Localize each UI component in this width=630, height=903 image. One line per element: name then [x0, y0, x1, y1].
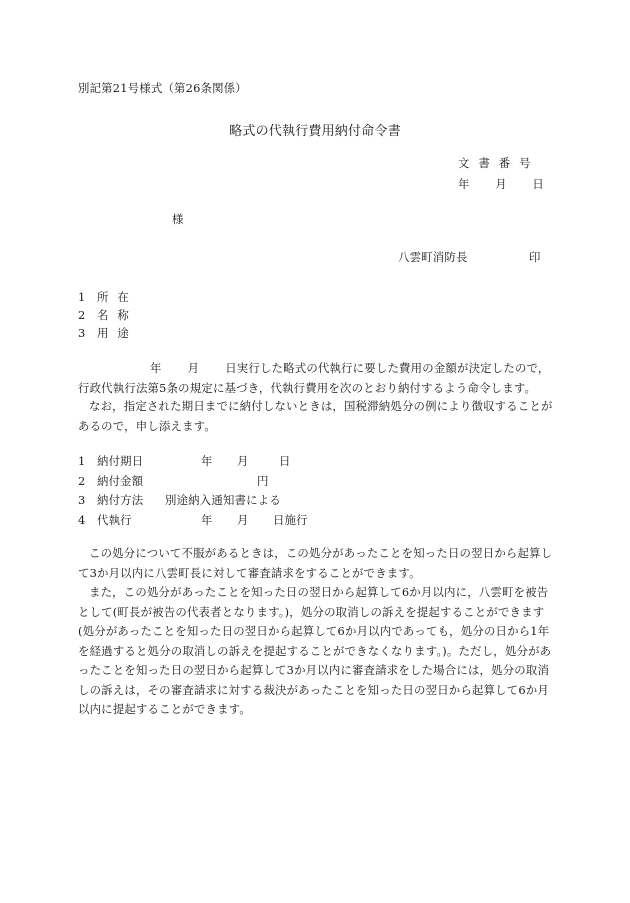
date-day: 日 — [532, 177, 544, 191]
list-item — [78, 452, 308, 472]
document-number-label: 文書番号 — [458, 156, 540, 170]
item-number: 2 — [78, 473, 86, 488]
item-number: 1 — [78, 290, 86, 304]
list-item — [78, 511, 308, 531]
seal-mark: 印 — [529, 250, 541, 264]
due-day: 日 — [279, 454, 291, 468]
notice-paragraph: なお，指定された期日までに納付しないときは，国税滞納処分の例により徴収することがあるので，申し添えます。 — [78, 399, 553, 433]
form-reference: 別記第21号様式（第26条関係） — [78, 81, 247, 95]
due-year: 年 — [201, 454, 213, 468]
item-label: 代執行 — [97, 512, 132, 527]
item-label: 納付期日 — [97, 454, 144, 468]
date-year: 年 — [458, 177, 470, 191]
item-number: 3 — [78, 326, 86, 340]
issue-date — [458, 176, 544, 192]
list-item — [78, 472, 308, 492]
exec-month: 月 — [187, 361, 200, 375]
item-number: 3 — [78, 493, 86, 507]
list-item — [78, 306, 138, 324]
date-month: 月 — [495, 177, 507, 191]
payment-details — [78, 452, 308, 530]
item-number: 1 — [78, 454, 86, 468]
due-month: 月 — [237, 454, 249, 468]
list-item — [78, 491, 308, 511]
list-item — [78, 288, 138, 306]
exec-year: 年 — [201, 512, 213, 527]
exec-month: 月 — [237, 512, 249, 527]
item-label: 納付金額 — [97, 473, 144, 488]
payment-method: 別途納入通知書による — [165, 493, 281, 507]
order-paragraph — [78, 359, 553, 398]
amount-unit: 円 — [257, 473, 269, 488]
exec-day: 日施行 — [273, 512, 308, 527]
document-title: 略式の代執行費用納付命令書 — [229, 124, 401, 139]
property-items — [78, 288, 138, 342]
appeal-notice — [78, 544, 553, 720]
addressee-suffix: 様 — [172, 212, 184, 226]
notice-paragraph: この処分について不服があるときは，この処分があったことを知った日の翌日から起算して3か月以内に八雲町長に対して審査請求をすることができます。 — [78, 546, 553, 580]
item-label: 名称 — [97, 308, 138, 322]
item-label: 納付方法 — [97, 493, 144, 507]
exec-year: 年 — [150, 361, 162, 375]
item-label: 用途 — [97, 326, 138, 340]
order-text: 日実行した略式の代執行に要した費用の金額が決定したので，行政代執行法第5条の規定に基づき，代執行費用を次のとおり納付するよう命令します。 — [78, 361, 550, 395]
issuer-name: 八雲町消防長 — [398, 250, 468, 264]
item-number: 4 — [78, 512, 86, 527]
item-label: 所在 — [97, 290, 138, 304]
notice-paragraph: また，この処分があったことを知った日の翌日から起算して6か月以内に，八雲町を被告として(町長が被告の代表者となります。)，処分の取消しの訴えを提起することができます(処分があったことを知った日の翌日から起算して6か月以内であっても，処分の日から1年を経過すると処分の取消しの訴えを提起することができなくなります。)。ただし，処分があったことを知った日の翌日から起算して3か月以内に審査請求をした場合には，処分の取消しの訴えは，その審査請求に対する裁決があったことを知った日の翌日から起算して6か月以内に提起することができます。 — [78, 585, 552, 716]
list-item — [78, 324, 138, 342]
item-number: 2 — [78, 308, 86, 322]
